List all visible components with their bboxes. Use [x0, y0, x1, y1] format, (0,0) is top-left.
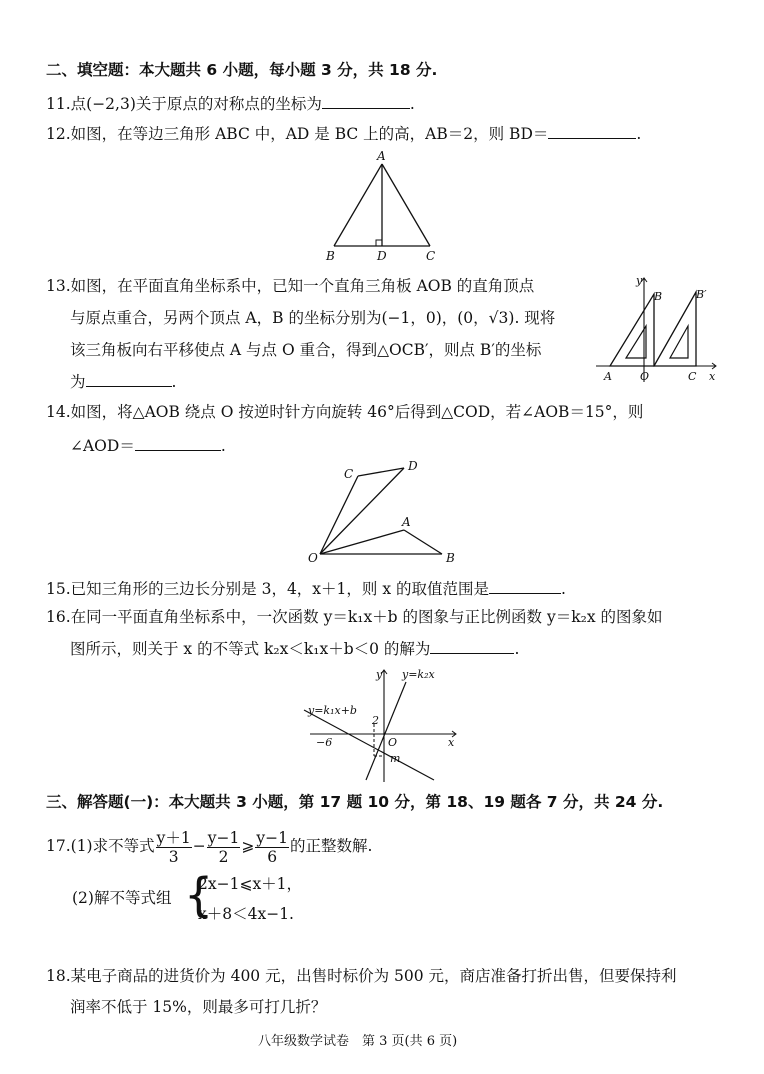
- fraction-2: [207, 829, 241, 866]
- answer-blank-13[interactable]: [86, 370, 172, 387]
- figure-16-linear-graphs: [302, 664, 462, 790]
- system-brace: {: [184, 868, 214, 922]
- geq-sign: ⩾: [241, 837, 255, 855]
- question-16-line1: 16.在同一平面直角坐标系中，一次函数 y＝k₁x＋b 的图象与正比例函数 y＝k₂x 的图象如: [46, 608, 663, 626]
- label-A: A: [604, 370, 612, 383]
- answer-blank-15[interactable]: [489, 577, 561, 594]
- fraction-2-numerator: y−1: [207, 828, 240, 847]
- answer-blank-12[interactable]: [548, 122, 636, 139]
- label-y-k1x-b: y=k₁x+b: [308, 704, 357, 717]
- question-17-1-prefix: 17.(1)求不等式: [46, 837, 155, 855]
- answer-blank-11[interactable]: [322, 92, 410, 109]
- section3-title: 三、解答题(一)：本大题共 3 小题，第 17 题 10 分，第 18、19 题各 7 分，共 24 分.: [46, 793, 664, 811]
- fraction-2-denominator: 2: [218, 847, 229, 866]
- question-16-line2: 图所示，则关于 x 的不等式 k₂x＜k₁x＋b＜0 的解为 .: [70, 637, 519, 659]
- question-14-line2: ∠AOD＝ .: [70, 434, 226, 456]
- question-13-text: 为: [70, 373, 86, 391]
- question-14-line1: 14.如图，将△AOB 绕点 O 按逆时针方向旋转 46°后得到△COD，若∠AOB＝15°，则: [46, 403, 644, 421]
- minus-sign: −: [192, 837, 206, 855]
- label-D: D: [408, 459, 418, 473]
- question-15-text: 15.已知三角形的三边长分别是 3，4，x＋1，则 x 的取值范围是: [46, 580, 490, 598]
- figure-14-rotation: [304, 456, 464, 572]
- label-O: O: [640, 370, 650, 383]
- question-12-text: 12.如图，在等边三角形 ABC 中，AD 是 BC 上的高，AB＝2，则 BD＝: [46, 125, 549, 143]
- label-O: O: [388, 736, 398, 749]
- label-B: B: [326, 249, 335, 263]
- label-m: m: [390, 752, 401, 765]
- fraction-1: [156, 829, 192, 866]
- fraction-3: [255, 829, 289, 866]
- fraction-1-numerator: y＋1: [156, 828, 191, 847]
- label-C: C: [426, 249, 436, 263]
- label-x: x: [709, 370, 716, 383]
- question-13-line2: 与原点重合，另两个顶点 A，B 的坐标分别为(−1，0)，(0，√3). 现将: [70, 309, 556, 327]
- figure-12-triangle: [320, 148, 450, 270]
- label-x: x: [448, 736, 455, 749]
- label-y: y: [636, 274, 643, 287]
- figure-13-coordinate: [596, 270, 726, 389]
- system-inequality-1: 2x−1⩽x＋1，: [198, 875, 303, 893]
- label-2: 2: [372, 714, 379, 727]
- page-footer: 八年级数学试卷 第 3 页(共 6 页): [258, 1034, 458, 1049]
- fraction-1-denominator: 3: [168, 847, 179, 866]
- label-neg6: −6: [316, 736, 333, 749]
- label-B-prime: B′: [696, 288, 707, 301]
- label-y: y: [376, 668, 383, 681]
- fraction-3-denominator: 6: [267, 847, 278, 866]
- question-17-part2-label: (2)解不等式组: [72, 889, 172, 907]
- label-C: C: [688, 370, 697, 383]
- label-B: B: [446, 551, 455, 565]
- section2-title: 二、填空题：本大题共 6 小题，每小题 3 分，共 18 分.: [46, 61, 438, 79]
- question-13-line1: 13.如图，在平面直角坐标系中，已知一个直角三角板 AOB 的直角顶点: [46, 277, 535, 295]
- answer-blank-14[interactable]: [135, 434, 221, 451]
- question-11-text: 11.点(−2,3)关于原点的对称点的坐标为: [46, 95, 322, 113]
- question-16-text: 图所示，则关于 x 的不等式 k₂x＜k₁x＋b＜0 的解为: [70, 640, 431, 658]
- fraction-3-numerator: y−1: [256, 828, 288, 847]
- label-A: A: [377, 149, 386, 163]
- label-B: B: [654, 290, 663, 303]
- question-17-part1: [46, 824, 372, 868]
- question-13-line3: 该三角板向右平移使点 A 与点 O 重合，得到△OCB′，则点 B′的坐标: [70, 341, 542, 359]
- question-17-1-suffix: 的正整数解.: [289, 837, 373, 855]
- label-D: D: [377, 249, 387, 263]
- question-18-line1: 18.某电子商品的进货价为 400 元，出售时标价为 500 元，商店准备打折出售，但要保持利: [46, 967, 677, 985]
- question-15: 15.已知三角形的三边长分别是 3，4，x＋1，则 x 的取值范围是 .: [46, 577, 566, 599]
- label-C: C: [344, 467, 354, 481]
- system-inequality-2: x＋8＜4x−1.: [198, 905, 294, 923]
- label-y-k2x: y=k₂x: [402, 668, 435, 681]
- question-18-line2: 润率不低于 15%，则最多可打几折？: [70, 998, 327, 1016]
- label-A: A: [402, 515, 411, 529]
- question-14-text: ∠AOD＝: [70, 437, 135, 455]
- question-13-line4: 为 .: [70, 370, 176, 392]
- answer-blank-16[interactable]: [430, 637, 514, 654]
- question-12: 12.如图，在等边三角形 ABC 中，AD 是 BC 上的高，AB＝2，则 BD＝ .: [46, 122, 641, 144]
- label-O: O: [308, 551, 318, 565]
- question-11: 11.点(−2,3)关于原点的对称点的坐标为 .: [46, 92, 415, 114]
